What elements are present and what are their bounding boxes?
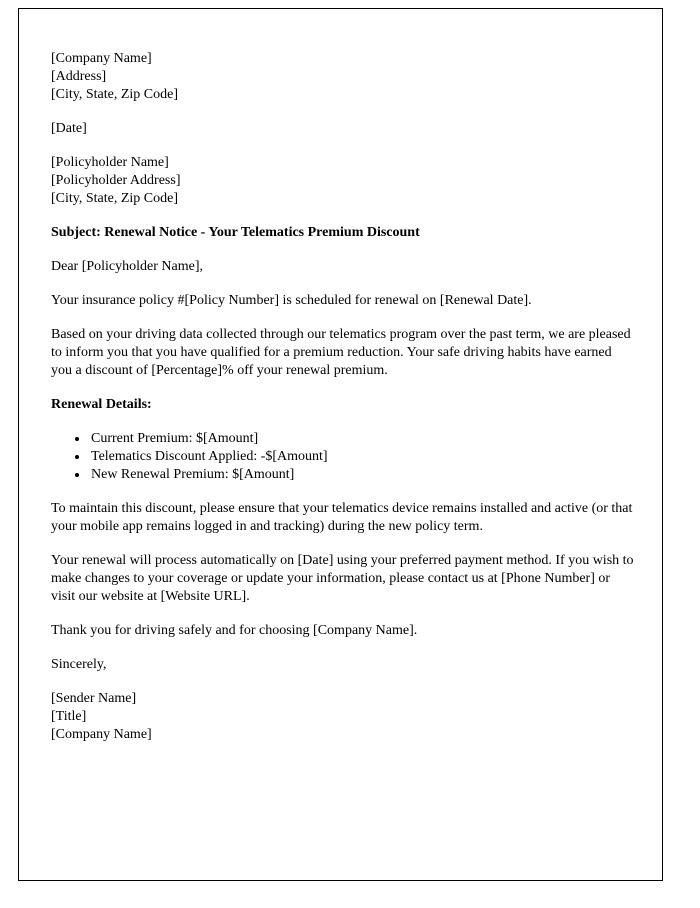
recipient-name-line: [Policyholder Name] xyxy=(51,155,169,170)
date-line: [Date] xyxy=(51,121,87,136)
sender-company-line: [Company Name] xyxy=(51,51,152,66)
signature-block xyxy=(51,690,634,744)
salutation: Dear [Policyholder Name], xyxy=(51,259,203,274)
discount-qualification-paragraph: Based on your driving data collected through our telematics program over the past term, we are pleased to inform you that you have qualified for a premium reduction. Your safe driving habits have earned you a discount of [Percentage]% off your renewal premium. xyxy=(51,327,631,378)
auto-renewal-process-paragraph: Your renewal will process automatically on [Date] using your preferred payment method. If you wish to make changes to your coverage or update your information, please contact us at [Phone Number] or visit our website at [Website URL]. xyxy=(51,553,634,604)
recipient-address-line: [Policyholder Address] xyxy=(51,173,181,188)
recipient-address-block xyxy=(51,154,634,208)
sender-address-block xyxy=(51,50,634,104)
signature-sender-name-line: [Sender Name] xyxy=(51,691,137,706)
thank-you-paragraph: Thank you for driving safely and for choosing [Company Name]. xyxy=(51,623,418,638)
renewal-details-list xyxy=(51,430,634,484)
renewal-details-heading: Renewal Details: xyxy=(51,397,152,412)
signature-title-line: [Title] xyxy=(51,709,87,724)
policy-renewal-paragraph: Your insurance policy #[Policy Number] is scheduled for renewal on [Renewal Date]. xyxy=(51,293,532,308)
letter-page xyxy=(18,8,663,881)
sender-address-line: [Address] xyxy=(51,69,107,84)
closing: Sincerely, xyxy=(51,657,107,672)
signature-company-line: [Company Name] xyxy=(51,727,152,742)
maintain-discount-paragraph: To maintain this discount, please ensure that your telematics device remains installed and active (or that your mobile app remains logged in and tracking) during the new policy term. xyxy=(51,501,633,534)
detail-current-premium: • Current Premium: $[Amount] xyxy=(89,430,634,448)
detail-telematics-discount: • Telematics Discount Applied: -$[Amount] xyxy=(89,448,634,466)
subject-line: Subject: Renewal Notice - Your Telematics Premium Discount xyxy=(51,225,420,240)
detail-new-renewal-premium: • New Renewal Premium: $[Amount] xyxy=(89,466,634,484)
sender-city-state-zip-line: [City, State, Zip Code] xyxy=(51,87,179,102)
recipient-city-state-zip-line: [City, State, Zip Code] xyxy=(51,191,179,206)
